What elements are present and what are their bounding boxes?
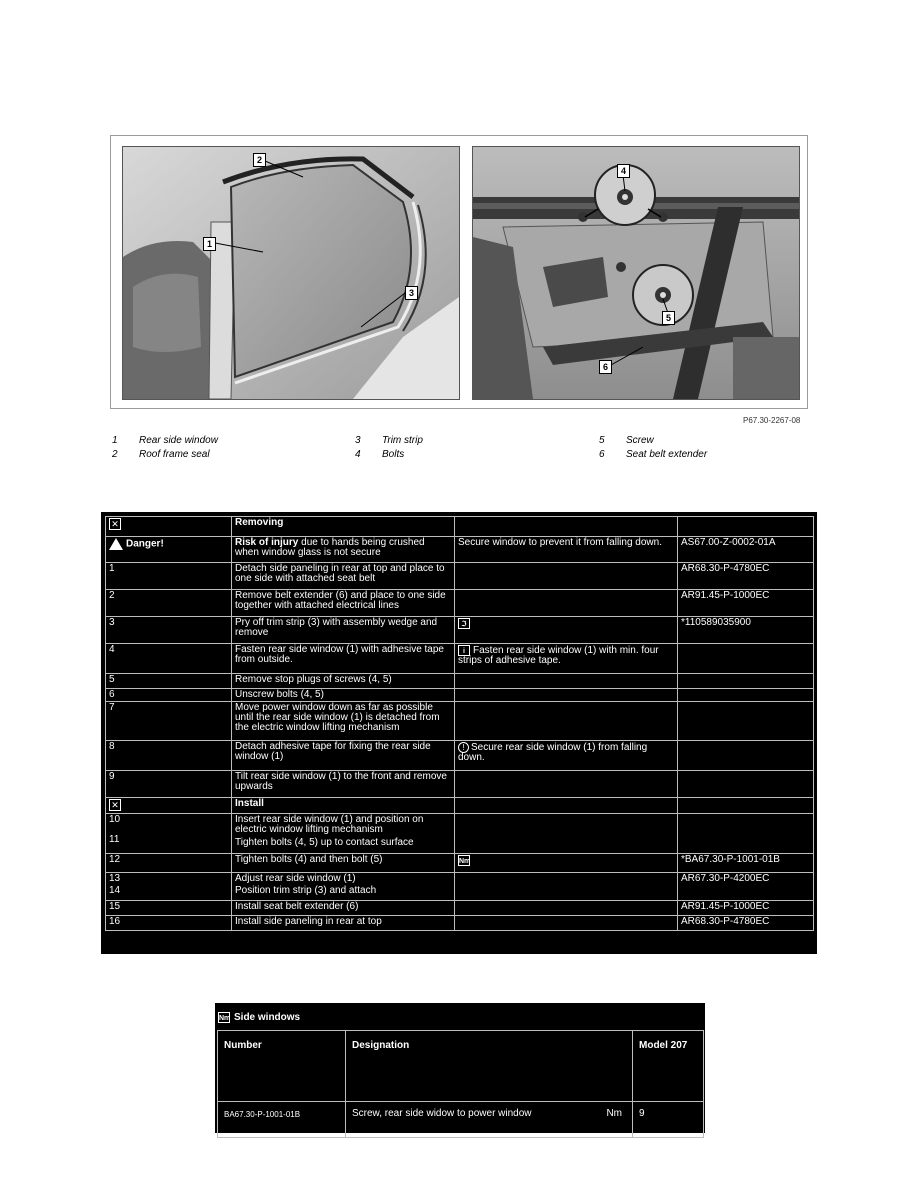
step-number: 3 [106,617,232,644]
figure-id: P67.30-2267-08 [743,416,801,425]
table-row [106,590,814,617]
photo-bolts-belt-extender [472,146,800,400]
torque-icon: Nm [218,1012,230,1023]
table-row [106,814,814,854]
step-note: Fasten rear side window (1) with min. four strips of adhesive tape. [458,645,659,667]
info-icon: i [458,645,470,656]
legend-item: 1 Rear side window [112,435,218,446]
spec-designation [346,1102,633,1138]
legend-item: 6 Seat belt extender [599,449,708,460]
step-number: 12 [106,854,232,873]
step-text: Install side paneling in rear at top [232,916,455,931]
step-text: Tilt rear side window (1) to the front and remove upwards [232,771,455,798]
table-row [106,771,814,798]
legend-item: 4 Bolts [355,449,405,460]
procedure-table [101,512,817,954]
step-number: 4 [106,644,232,674]
header-model: Model 207 [633,1031,704,1102]
step-number: 1 [106,563,232,590]
rear-side-window-illustration [123,147,459,399]
table-header-row [218,1031,704,1102]
step-number: 15 [106,901,232,916]
special-tool-icon: ℑ [458,618,470,629]
danger-heading: Risk of injury [235,537,299,548]
table-row [106,563,814,590]
spec-title [218,1012,300,1023]
callout-4: 4 [617,164,630,178]
spec-table-side-windows [215,1003,705,1133]
spec-title-text: Side windows [234,1012,301,1024]
step-ref[interactable]: AR91.45-P-1000EC [678,901,814,916]
step-ref[interactable]: AR67.30-P-4200EC [678,873,814,901]
callout-3: 3 [405,286,418,300]
callout-2: 2 [253,153,266,167]
step-number: 7 [106,702,232,741]
step-text: Move power window down as far as possible until the rear side window (1) is detached from the electric window lifting mechanism [232,702,455,741]
table-row [106,901,814,916]
step-number: 16 [106,916,232,931]
torque-icon: Nm [458,855,470,866]
table-row [106,689,814,702]
expand-icon: ✕ [109,799,121,811]
danger-label: Danger! [126,538,164,550]
step-text: Remove stop plugs of screws (4, 5) [232,674,455,689]
step-text: Detach adhesive tape for fixing the rear side window (1) [232,741,455,771]
header-number: Number [218,1031,346,1102]
spec-value: 9 [633,1102,704,1138]
step-number: 6 [106,689,232,702]
step-text: Tighten bolts (4) and then bolt (5) [232,854,455,873]
step-text: Adjust rear side window (1) [235,873,356,884]
legend-column-1 [112,434,218,462]
danger-ref: AS67.00-Z-0002-01A [678,537,814,563]
legend-column-2 [355,434,423,462]
spec-designation-text: Screw, rear side widow to power window [352,1108,532,1119]
step-text: Unscrew bolts (4, 5) [232,689,455,702]
photo-rear-side-window [122,146,460,400]
step-text: Detach side paneling in rear at top and place to one side with attached seat belt [232,563,455,590]
legend-item: 5 Screw [599,435,654,446]
spec-unit: Nm [606,1108,622,1119]
legend-item: 2 Roof frame seal [112,449,210,460]
step-number: 8 [106,741,232,771]
step-number: 5 [106,674,232,689]
callout-1: 1 [203,237,216,251]
table-row [106,644,814,674]
legend-column-3 [599,434,707,462]
step-text: Fasten rear side window (1) with adhesive tape from outside. [232,644,455,674]
stop-icon: ! [458,742,469,753]
table-row [106,537,814,563]
callout-6: 6 [599,360,612,374]
step-number: 13 [109,873,121,884]
header-designation: Designation [346,1031,633,1102]
illustration-figure [110,135,808,409]
step-text: Insert rear side window (1) and position on electric window lifting mechanism [235,814,424,835]
spec-number: BA67.30-P-1001-01B [218,1102,346,1138]
table-row [106,798,814,814]
table-row [106,854,814,873]
step-number: 11 [109,834,120,845]
step-ref[interactable]: AR68.30-P-4780EC [678,563,814,590]
table-row [106,674,814,689]
step-ref[interactable]: *BA67.30-P-1001-01B [678,854,814,873]
danger-note: Secure window to prevent it from falling down. [455,537,678,563]
table-row [106,702,814,741]
bolts-illustration [473,147,799,399]
step-ref[interactable]: AR91.45-P-1000EC [678,590,814,617]
legend-item: 3 Trim strip [355,435,423,446]
step-ref[interactable]: *110589035900 [678,617,814,644]
step-number: 14 [109,885,121,896]
step-note: Secure rear side window (1) from falling down. [458,742,648,764]
table-row [106,873,814,901]
section-title-install: Install [232,798,455,814]
step-text: Install seat belt extender (6) [232,901,455,916]
warning-icon [109,538,123,550]
table-row [106,517,814,537]
step-number: 10 [109,814,121,825]
table-row [218,1102,704,1138]
step-text: Remove belt extender (6) and place to one side together with attached electrical lines [232,590,455,617]
step-number: 9 [106,771,232,798]
table-row [106,617,814,644]
expand-icon: ✕ [109,518,121,530]
callout-5: 5 [662,311,675,325]
step-text: Position trim strip (3) and attach [235,885,377,896]
step-text: Tighten bolts (4, 5) up to contact surface [235,837,414,848]
table-row [106,741,814,771]
step-text: Pry off trim strip (3) with assembly wedge and remove [232,617,455,644]
step-number: 2 [106,590,232,617]
danger-text: due to hands being crushed when window glass is not secure [235,537,425,558]
step-ref[interactable]: AR68.30-P-4780EC [678,916,814,931]
table-row [106,916,814,931]
section-title-removing: Removing [232,517,455,537]
